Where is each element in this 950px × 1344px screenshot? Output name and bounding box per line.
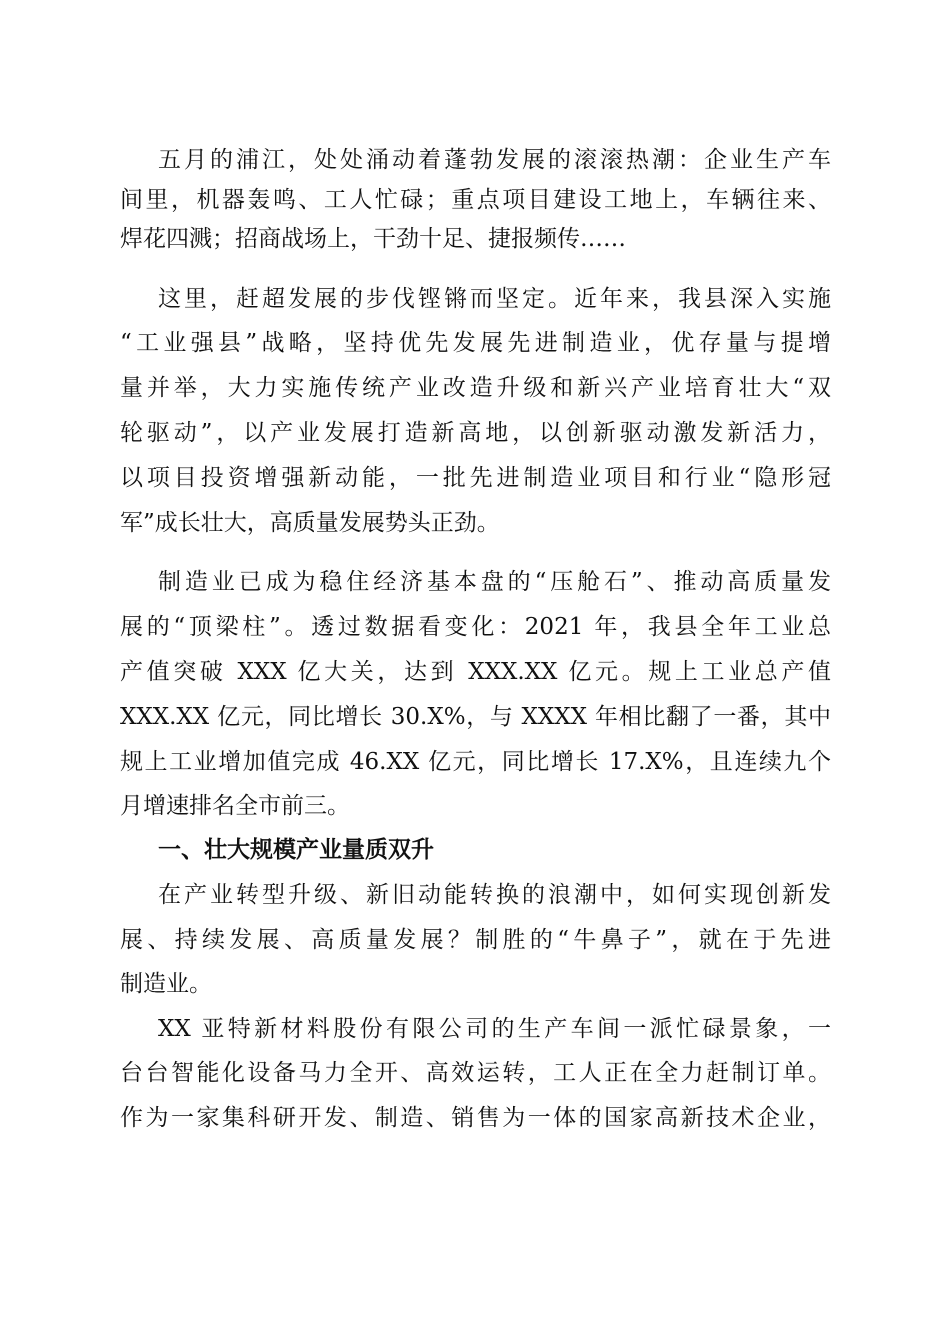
paragraph-5-line-3: 作为一家集科研开发、制造、销售为一体的国家高新技术企业， [120,1105,831,1131]
paragraph-2-line-2: “工业强县”战略，坚持优先发展先进制造业，优存量与提增 [120,330,831,356]
paragraph-1-line-2: 间里，机器轰鸣、工人忙碌；重点项目建设工地上，车辆往来、 [120,187,831,213]
paragraph-3-line-5: 规上工业增加值完成 46.XX 亿元，同比增长 17.X%，且连续九个 [120,749,831,775]
paragraph-4-line-2: 展、持续发展、高质量发展？制胜的“牛鼻子”，就在于先进 [120,927,831,953]
paragraph-4-line-1: 在产业转型升级、新旧动能转换的浪潮中，如何实现创新发 [158,882,831,908]
paragraph-4-line-3: 制造业。 [120,971,212,997]
section-heading: 一、壮大规模产业量质双升 [158,837,434,863]
paragraph-2-line-5: 以项目投资增强新动能，一批先进制造业项目和行业“隐形冠 [120,465,831,491]
paragraph-2-line-1: 这里，赶超发展的步伐铿锵而坚定。近年来，我县深入实施 [158,286,831,312]
paragraph-3-line-2: 展的“顶梁柱”。透过数据看变化：2021 年，我县全年工业总 [120,614,831,640]
paragraph-3-line-4: XXX.XX 亿元，同比增长 30.X%，与 XXXX 年相比翻了一番，其中 [120,704,831,730]
paragraph-5-line-1: XX 亚特新材料股份有限公司的生产车间一派忙碌景象，一 [158,1016,831,1042]
paragraph-5-line-2: 台台智能化设备马力全开、高效运转，工人正在全力赶制订单。 [120,1060,831,1086]
paragraph-1-line-1: 五月的浦江，处处涌动着蓬勃发展的滚滚热潮：企业生产车 [158,147,831,173]
paragraph-2-line-6: 军”成长壮大，高质量发展势头正劲。 [120,510,500,536]
paragraph-3-line-6: 月增速排名全市前三。 [120,793,350,819]
paragraph-3-line-3: 产值突破 XXX 亿大关，达到 XXX.XX 亿元。规上工业总产值 [120,659,831,685]
paragraph-1-line-3: 焊花四溅；招商战场上，干劲十足、捷报频传…… [120,226,626,252]
paragraph-2-line-4: 轮驱动”，以产业发展打造新高地，以创新驱动激发新活力， [120,420,831,446]
paragraph-2-line-3: 量并举，大力实施传统产业改造升级和新兴产业培育壮大“双 [120,375,831,401]
paragraph-3-line-1: 制造业已成为稳住经济基本盘的“压舱石”、推动高质量发 [158,569,831,595]
